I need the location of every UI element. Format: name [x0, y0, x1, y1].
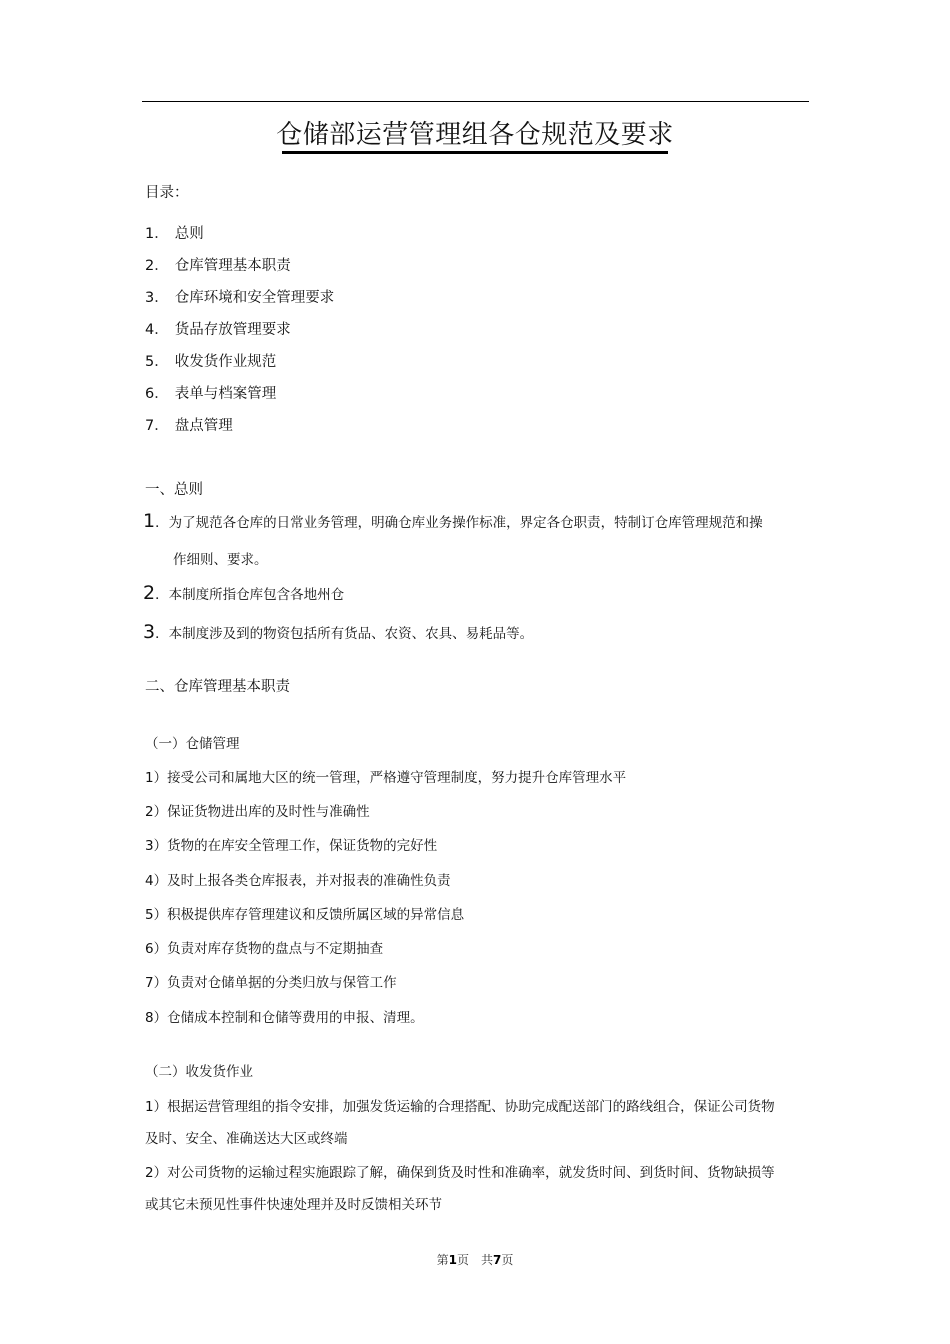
- list-item: 1）接受公司和属地大区的统一管理，严格遵守管理制度，努力提升仓库管理水平: [145, 770, 627, 786]
- toc-heading: 目录：: [145, 185, 189, 201]
- page-footer: 第1页 共7页: [436, 1253, 514, 1267]
- list-item: 5）积极提供库存管理建议和反馈所属区域的异常信息: [145, 907, 465, 923]
- subsection-heading: （一）仓储管理: [145, 736, 240, 752]
- list-item-continuation: 及时、安全、准确送达大区或终端: [145, 1131, 348, 1147]
- list-item: 2）对公司货物的运输过程实施跟踪了解，确保到货及时性和准确率，就发货时间、到货时间、货物缺损等: [145, 1165, 775, 1181]
- list-item: 6）负责对库存货物的盘点与不定期抽查: [145, 941, 384, 957]
- toc-item: 1． 总则: [145, 226, 204, 242]
- list-item: 1）根据运营管理组的指令安排，加强发货运输的合理搭配、协助完成配送部门的路线组合，保证公司货物: [145, 1099, 775, 1115]
- list-item: 2）保证货物进出库的及时性与准确性: [145, 804, 370, 820]
- paragraph-continuation: 作细则、要求。: [173, 552, 268, 568]
- list-item: 4）及时上报各类仓库报表，并对报表的准确性负责: [145, 873, 451, 889]
- subsection-heading: （二）收发货作业: [145, 1064, 253, 1080]
- paragraph-item: 1．为了规范各仓库的日常业务管理，明确仓库业务操作标准，界定各仓职责，特制订仓库管理规范和操: [143, 510, 763, 532]
- list-item: 8）仓储成本控制和仓储等费用的申报、清理。: [145, 1010, 424, 1026]
- toc-item: 4． 货品存放管理要求: [145, 322, 291, 338]
- toc-item: 2． 仓库管理基本职责: [145, 258, 291, 274]
- title-underline: [282, 151, 668, 154]
- toc-item: 6． 表单与档案管理: [145, 386, 277, 402]
- toc-item: 7． 盘点管理: [145, 418, 233, 434]
- section-heading: 一、总则: [145, 482, 203, 498]
- page-total: 7: [493, 1253, 502, 1267]
- document-title: 仓储部运营管理组各仓规范及要求: [276, 120, 674, 150]
- paragraph-item: 2．本制度所指仓库包含各地州仓: [143, 582, 345, 604]
- list-item: 7）负责对仓储单据的分类归放与保管工作: [145, 975, 397, 991]
- toc-item: 3． 仓库环境和安全管理要求: [145, 290, 335, 306]
- toc-item: 5． 收发货作业规范: [145, 354, 277, 370]
- top-rule: [142, 101, 809, 102]
- paragraph-item: 3．本制度涉及到的物资包括所有货品、农资、农具、易耗品等。: [143, 621, 534, 643]
- section-heading: 二、仓库管理基本职责: [145, 679, 290, 695]
- page-number: 1: [448, 1253, 457, 1267]
- list-item: 3）货物的在库安全管理工作，保证货物的完好性: [145, 838, 438, 854]
- list-item-continuation: 或其它未预见性事件快速处理并及时反馈相关环节: [145, 1197, 442, 1213]
